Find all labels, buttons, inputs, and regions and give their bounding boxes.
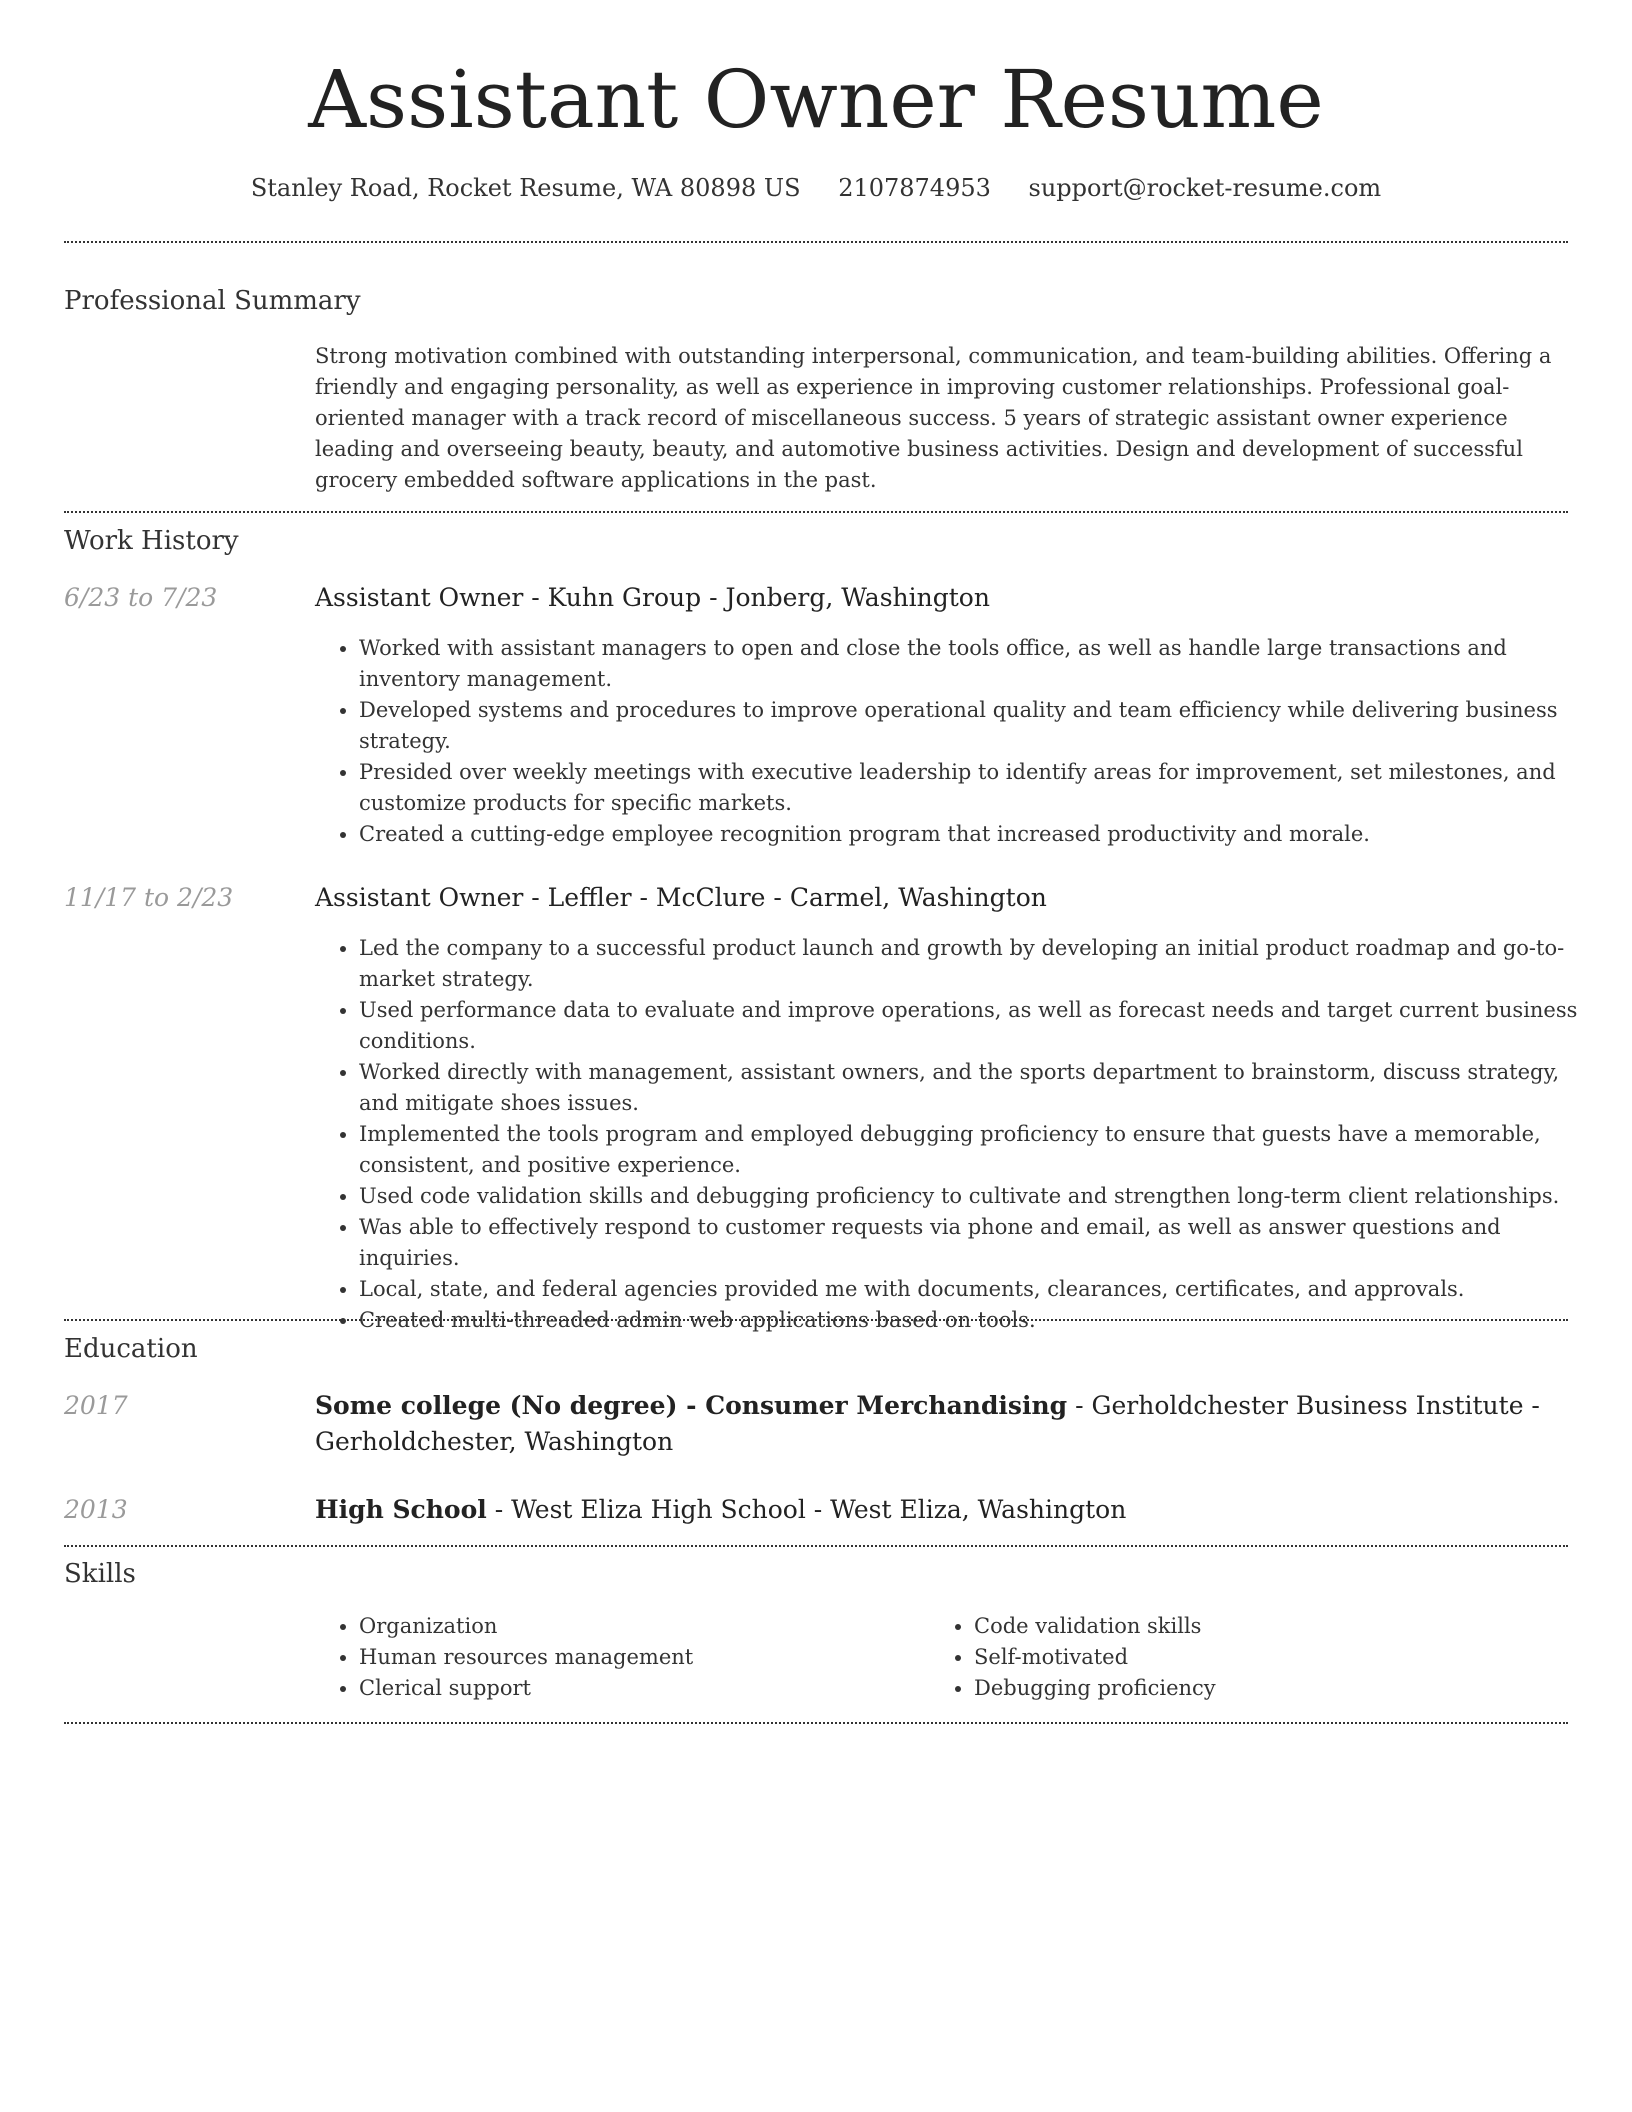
summary-heading: Professional Summary — [64, 286, 361, 316]
job-dates: 6/23 to 7/23 — [64, 583, 218, 612]
list-item: • Led the company to a successful product launch and growth by developing an initial product roadmap and go-to-market strategy. — [359, 933, 1599, 995]
resume-title: Assistant Owner Resume — [308, 53, 1324, 146]
summary-text: Strong motivation combined with outstanding interpersonal, communication, and team-building abilities. Offering a friendly and engaging personality, as well as experience in improving customer relationships. Professional goal-oriented manager with a track record of miscellaneous success. 5 years of strategic assistant owner experience leading and overseeing beauty, beauty, and automotive business activities. Design and development of successful grocery embedded software applications in the past. — [315, 344, 1552, 492]
divider — [64, 1545, 1568, 1547]
education-entry — [315, 1388, 1555, 1460]
list-item: • Organization — [359, 1611, 919, 1642]
education-school: - West Eliza High School - West Eliza, Washington — [486, 1495, 1127, 1524]
list-item: • Created multi-threaded admin web applications based on tools. — [359, 1305, 1599, 1336]
skills-heading: Skills — [64, 1559, 136, 1589]
divider — [64, 511, 1568, 513]
list-item: • Local, state, and federal agencies provided me with documents, clearances, certificates, and approvals. — [359, 1274, 1599, 1305]
education-entry — [315, 1492, 1555, 1528]
list-item: • Presided over weekly meetings with executive leadership to identify areas for improvement, set milestones, and customize products for specific markets. — [359, 757, 1599, 819]
job-bullets — [315, 933, 1599, 1336]
contact-address: Stanley Road, Rocket Resume, WA 80898 US — [250, 174, 801, 202]
job-dates: 11/17 to 2/23 — [64, 883, 234, 912]
list-item: • Used code validation skills and debugging proficiency to cultivate and strengthen long-term client relationships. — [359, 1181, 1599, 1212]
list-item: • Was able to effectively respond to customer requests via phone and email, as well as answer questions and inquiries. — [359, 1212, 1599, 1274]
education-degree: Some college (No degree) - Consumer Merchandising — [315, 1391, 1068, 1420]
education-degree: High School — [315, 1495, 487, 1524]
list-item: • Implemented the tools program and employed debugging proficiency to ensure that guests have a memorable, consistent, and positive experience. — [359, 1119, 1599, 1181]
job-bullets — [315, 633, 1599, 850]
divider — [64, 241, 1568, 243]
education-heading: Education — [64, 1334, 198, 1364]
divider — [64, 1319, 1568, 1321]
contact-phone: 2107874953 — [838, 174, 991, 202]
list-item: • Developed systems and procedures to improve operational quality and team efficiency while delivering business strategy. — [359, 695, 1599, 757]
list-item: • Used performance data to evaluate and improve operations, as well as forecast needs and target current business conditions. — [359, 995, 1599, 1057]
job-title: Assistant Owner - Leffler - McClure - Carmel, Washington — [315, 883, 1047, 912]
contact-email: support@rocket-resume.com — [1028, 174, 1382, 202]
list-item: • Clerical support — [359, 1673, 919, 1704]
education-school: - Gerholdchester Business Institute - Gerholdchester, Washington — [315, 1391, 1540, 1456]
divider — [64, 1722, 1568, 1724]
skills-list-left — [315, 1611, 919, 1704]
list-item: • Self-motivated — [974, 1642, 1534, 1673]
list-item: • Human resources management — [359, 1642, 919, 1673]
job-title: Assistant Owner - Kuhn Group - Jonberg, Washington — [315, 583, 990, 612]
list-item: • Debugging proficiency — [974, 1673, 1534, 1704]
work-history-heading: Work History — [64, 526, 239, 556]
skills-list-right — [930, 1611, 1534, 1704]
contact-line — [0, 170, 1632, 206]
list-item: • Worked with assistant managers to open and close the tools office, as well as handle large transactions and inventory management. — [359, 633, 1599, 695]
education-year: 2013 — [64, 1495, 128, 1524]
education-year: 2017 — [64, 1391, 128, 1420]
list-item: • Created a cutting-edge employee recognition program that increased productivity and morale. — [359, 819, 1599, 850]
list-item: • Code validation skills — [974, 1611, 1534, 1642]
list-item: • Worked directly with management, assistant owners, and the sports department to brainstorm, discuss strategy, and mitigate shoes issues. — [359, 1057, 1599, 1119]
